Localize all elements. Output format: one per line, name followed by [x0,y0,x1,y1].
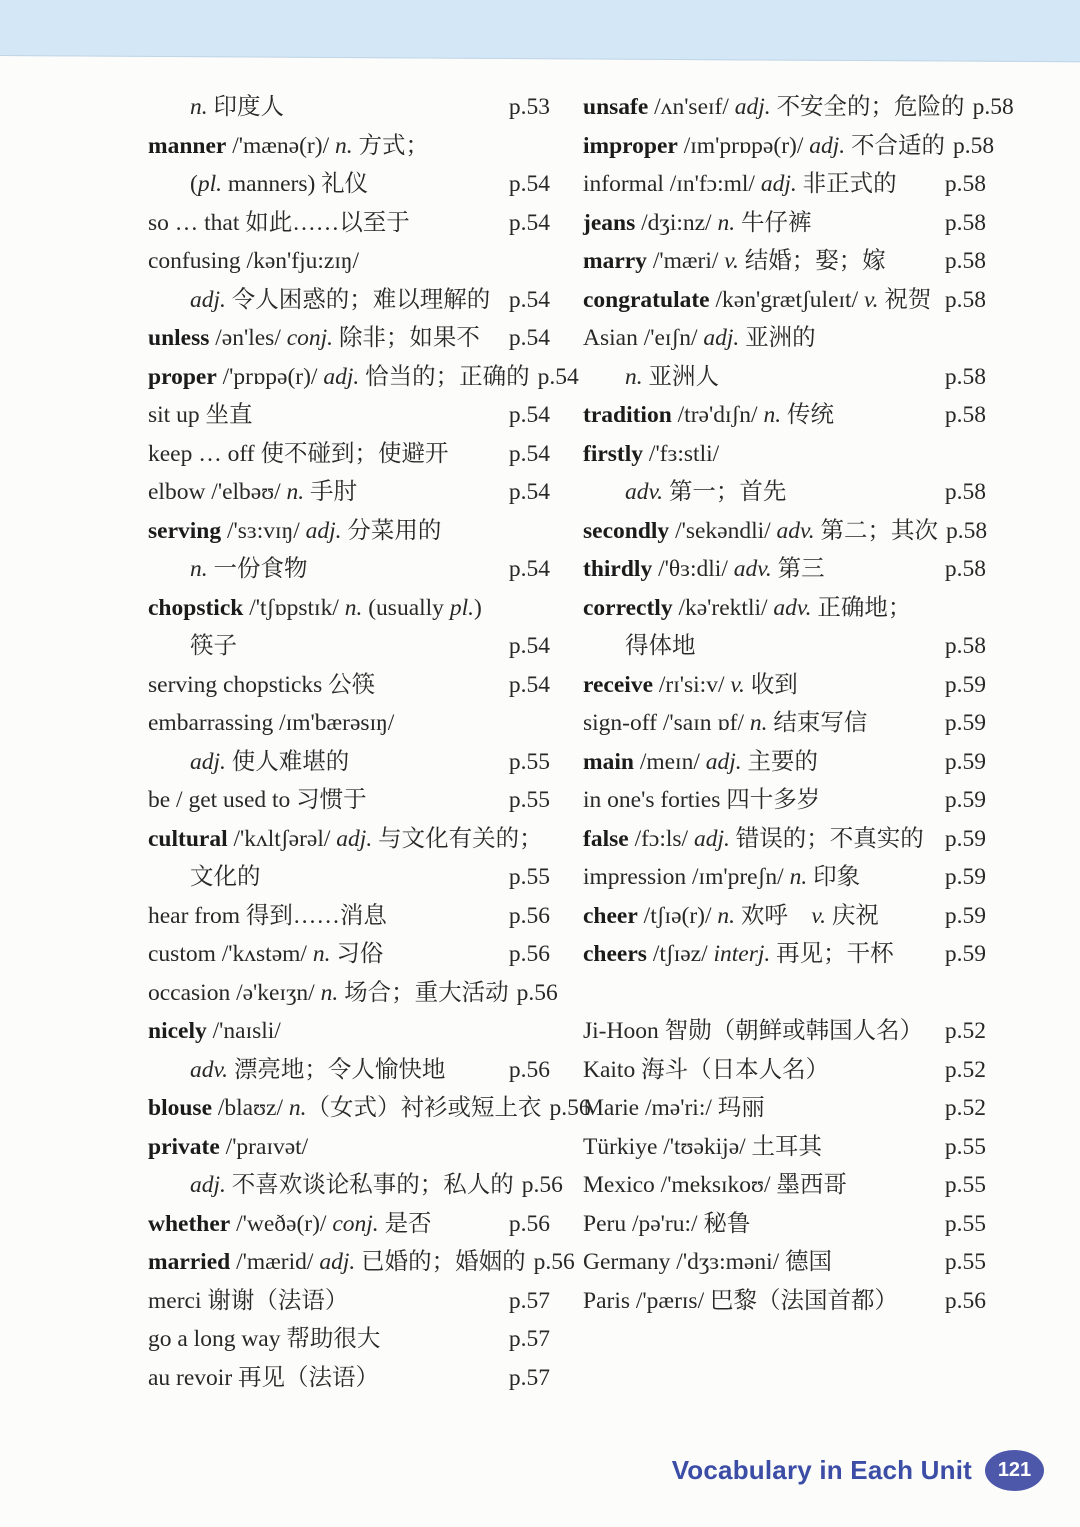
entry-text: proper /'prɒpə(r)/ adj. 恰当的；正确的 [148,363,530,390]
vocab-entry-line [148,165,550,204]
page-reference: p.56 [508,902,550,929]
vocab-entry-line [148,1128,550,1167]
page-reference: p.54 [508,171,550,197]
vocab-entry-line [583,512,986,551]
page-reference: p.55 [508,787,550,813]
vocab-entry-line [583,1282,986,1321]
vocab-column-left [148,88,591,1397]
entry-text: married /'mærid/ adj. 已婚的；婚姻的 [148,1249,526,1275]
vocab-entry-line [148,242,550,281]
entry-text: whether /'weðə(r)/ conj. 是否 [148,1210,432,1237]
page-reference: p.59 [944,671,986,698]
vocab-entry-line [148,1051,550,1090]
entry-text: cheer /tʃɪə(r)/ n. 欢呼 v. 庆祝 [583,902,879,929]
entry-text: 得体地 [625,633,696,659]
page-reference: p.59 [944,825,986,852]
page-reference: p.55 [944,1172,986,1198]
entry-text: improper /ɪm'prɒpə(r)/ adj. 不合适的 [583,132,946,159]
vocab-entry-line [148,743,550,782]
page-reference: p.56 [521,1172,563,1198]
entry-text: impression /ɪm'preʃn/ n. 印象 [583,864,861,890]
entry-text: serving chopsticks 公筷 [148,671,376,698]
entry-text: tradition /trə'dɪʃn/ n. 传统 [583,402,834,428]
page-reference: p.56 [944,1287,986,1314]
vocab-entry-line [583,242,986,281]
vocab-entry-line [148,935,550,974]
page-reference: p.58 [944,402,986,428]
vocab-entry-line [148,1089,591,1128]
entry-text: confusing /kən'fju:zɪŋ/ [148,248,359,274]
vocab-entry-line [583,127,995,166]
vocab-entry-line [148,1166,563,1205]
entry-text: jeans /dʒi:nz/ n. 牛仔裤 [583,209,812,236]
entry-text: Kaito 海斗（日本人名） [583,1056,830,1083]
page-reference: p.57 [508,1326,550,1352]
vocab-entry-line [148,704,550,743]
vocab-entry-line [148,897,550,936]
page-reference: p.52 [944,1018,986,1044]
page-reference: p.54 [508,286,550,313]
vocab-entry-line [583,781,986,820]
vocab-entry-line [583,204,986,243]
page-reference: p.54 [537,363,579,390]
entry-text: correctly /kə'rektli/ adv. 正确地； [583,594,912,621]
entry-text: n. 一份食物 [190,556,308,582]
vocab-entry-line [583,1089,986,1128]
page-reference: p.56 [516,979,558,1006]
page-reference: p.58 [944,171,986,197]
entry-text: (pl. manners) 礼仪 [190,171,369,197]
vocab-entry-line [148,666,550,705]
page-reference: p.52 [944,1056,986,1083]
entry-text: thirdly /'θɜ:dli/ adv. 第三 [583,556,825,582]
page-reference: p.54 [508,479,550,505]
entry-text: go a long way 帮助很大 [148,1326,381,1352]
entry-text: private /'praɪvət/ [148,1133,309,1160]
vocab-entry-line [583,1051,986,1090]
page-reference: p.58 [944,479,986,505]
vocab-entry-line [583,1243,986,1282]
entry-text: adv. 漂亮地；令人愉快地 [190,1056,446,1083]
vocab-entry-line [148,974,558,1013]
entry-text: 筷子 [190,633,237,659]
vocab-entry-line [583,589,986,628]
vocab-entry-line [148,1012,550,1051]
page-reference: p.55 [944,1210,986,1237]
entry-text: Mexico /'meksɪkoʊ/ 墨西哥 [583,1172,847,1198]
vocab-entry-line [583,165,986,204]
entry-text: congratulate /kən'grætʃuleɪt/ v. 祝贺 [583,286,932,313]
entry-text: manner /'mænə(r)/ n. 方式； [148,132,429,159]
vocab-entry-line [148,396,550,435]
page-reference: p.56 [549,1095,591,1121]
page-reference: p.58 [953,132,995,159]
entry-text: adj. 不喜欢谈论私事的；私人的 [190,1172,514,1198]
page-reference: p.55 [508,748,550,775]
vocab-entry-line [583,627,986,666]
vocab-entry-line [148,1243,575,1282]
page-reference: p.59 [944,748,986,775]
entry-text: elbow /'elbəʊ/ n. 手肘 [148,479,358,505]
vocab-entry-line [583,88,1014,127]
vocab-entry-line [583,319,986,358]
page-top-band [0,0,1080,62]
vocab-entry-line [583,435,986,474]
vocab-entry-line [148,1282,550,1321]
vocab-entry-line [148,435,550,474]
vocab-column-right [583,88,1014,1320]
page-reference: p.54 [508,633,550,659]
entry-text: informal /ɪn'fɔ:ml/ adj. 非正式的 [583,171,897,197]
entry-text: Germany /'dʒɜ:məni/ 德国 [583,1249,833,1275]
entry-text: n. 亚洲人 [625,363,719,390]
page-reference: p.59 [944,864,986,890]
entry-text: cultural /'kʌltʃərəl/ adj. 与文化有关的； [148,825,543,852]
page-reference: p.58 [944,209,986,236]
page-reference: p.55 [944,1133,986,1160]
vocab-entry-line [583,858,986,897]
page-reference: p.56 [508,941,550,967]
vocab-entry-line [148,512,550,551]
vocab-entry-line [148,820,550,859]
vocab-entry-line [148,627,550,666]
entry-text: Marie /mə'ri:/ 玛丽 [583,1095,765,1121]
entry-text: merci 谢谢（法语） [148,1287,349,1314]
entry-text: au revoir 再见（法语） [148,1364,380,1391]
entry-text: Paris /'pærɪs/ 巴黎（法国首都） [583,1287,898,1314]
page-reference: p.52 [944,1095,986,1121]
vocab-entry-line [148,1320,550,1359]
entry-text: blouse /blaʊz/ n.（女式）衬衫或短上衣 [148,1095,542,1121]
page-footer [672,1450,1044,1491]
page-reference: p.54 [508,556,550,582]
entry-text: adj. 令人困惑的；难以理解的 [190,286,491,313]
entry-text: so … that 如此……以至于 [148,209,410,236]
page-reference: p.58 [972,94,1014,120]
vocab-entry-line [583,820,986,859]
vocab-entry-line [583,666,986,705]
page-reference: p.58 [944,363,986,390]
entry-text: cheers /tʃɪəz/ interj. 再见；干杯 [583,941,894,967]
page-reference: p.56 [508,1056,550,1083]
vocab-entry-line [148,550,550,589]
entry-text: 文化的 [190,864,261,890]
page-number-badge: 121 [985,1450,1044,1491]
vocab-entry-line [583,935,986,974]
page-reference: p.58 [944,248,986,274]
vocab-entry-line [583,704,986,743]
vocab-entry-line [583,743,986,782]
entry-text: receive /rɪ'si:v/ v. 收到 [583,671,798,698]
vocab-entry-line [148,781,550,820]
page-reference: p.54 [508,209,550,236]
entry-text: chopstick /'tʃɒpstɪk/ n. (usually pl.) [148,594,482,621]
vocab-entry-line [148,88,550,127]
entry-text: in one's forties 四十多岁 [583,787,821,813]
page-reference: p.58 [944,556,986,582]
entry-text: Peru /pə'ru:/ 秘鲁 [583,1210,751,1237]
entry-text: marry /'mæri/ v. 结婚；娶；嫁 [583,248,886,274]
entry-text: Türkiye /'tʊəkijə/ 土耳其 [583,1133,823,1160]
entry-text: firstly /'fɜ:stli/ [583,440,720,467]
entry-text: Ji-Hoon 智勋（朝鲜或韩国人名） [583,1018,924,1044]
vocab-entry-line [583,1205,986,1244]
entry-text: unsafe /ʌn'seɪf/ adj. 不安全的；危险的 [583,94,965,120]
entry-text: hear from 得到……消息 [148,902,387,929]
entry-text: unless /ən'les/ conj. 除非；如果不 [148,325,480,351]
page-reference: p.58 [944,633,986,659]
vocab-entry-line [148,204,550,243]
vocab-entry-line [583,1166,986,1205]
vocab-entry-line [583,1128,986,1167]
entry-text: secondly /'sekəndli/ adv. 第二；其次 [583,517,938,544]
entry-text: embarrassing /ɪm'bærəsɪŋ/ [148,710,395,736]
page-reference: p.56 [508,1210,550,1237]
entry-text: sign-off /'saɪn ɒf/ n. 结束写信 [583,710,868,736]
page-reference: p.57 [508,1287,550,1314]
entry-text: keep … off 使不碰到；使避开 [148,440,449,467]
vocab-entry-line [148,858,550,897]
vocab-entry-line [148,589,550,628]
entry-text: nicely /'naɪsli/ [148,1018,281,1044]
vocab-entry-line [583,897,986,936]
vocab-entry-line [148,358,579,397]
vocab-entry-line [148,473,550,512]
page-reference: p.58 [945,517,988,544]
page-reference: p.54 [508,402,550,428]
vocab-entry-line [148,281,550,320]
entry-text: serving /'sɜ:vɪŋ/ adj. 分菜用的 [148,517,442,544]
vocab-entry-line [583,1012,986,1051]
page-reference: p.55 [944,1249,986,1275]
entry-text: main /meɪn/ adj. 主要的 [583,748,819,775]
vocab-entry-line [583,281,986,320]
page-reference: p.57 [508,1364,550,1391]
page-reference: p.54 [508,671,550,698]
column-gap [583,974,986,1013]
entry-text: adj. 使人难堪的 [190,748,350,775]
entry-text: occasion /ə'keɪʒn/ n. 场合；重大活动 [148,979,509,1006]
page-reference: p.59 [944,787,986,813]
page-reference: p.54 [508,440,550,467]
page-reference: p.59 [944,902,986,929]
entry-text: custom /'kʌstəm/ n. 习俗 [148,941,384,967]
vocab-entry-line [148,1359,550,1398]
page-reference: p.55 [508,864,550,890]
page-reference: p.54 [508,325,550,351]
vocab-entry-line [148,319,550,358]
entry-text: Asian /'eɪʃn/ adj. 亚洲的 [583,325,816,351]
footer-section-title: Vocabulary in Each Unit [671,1455,972,1485]
page-reference: p.59 [944,710,986,736]
entry-text: sit up 坐直 [148,402,253,428]
vocab-entry-line [148,1205,550,1244]
page-reference: p.58 [944,286,986,313]
entry-text: be / get used to 习惯于 [148,787,367,813]
page-reference: p.59 [944,941,986,967]
vocab-entry-line [148,127,550,166]
vocab-entry-line [583,396,986,435]
entry-text: adv. 第一；首先 [625,479,787,505]
entry-text: n. 印度人 [190,94,284,120]
vocab-entry-line [583,358,986,397]
vocab-entry-line [583,473,986,512]
entry-text: false /fɔ:ls/ adj. 错误的；不真实的 [583,825,924,852]
vocab-entry-line [583,550,986,589]
page-reference: p.56 [533,1249,575,1275]
page-reference: p.53 [508,94,550,120]
